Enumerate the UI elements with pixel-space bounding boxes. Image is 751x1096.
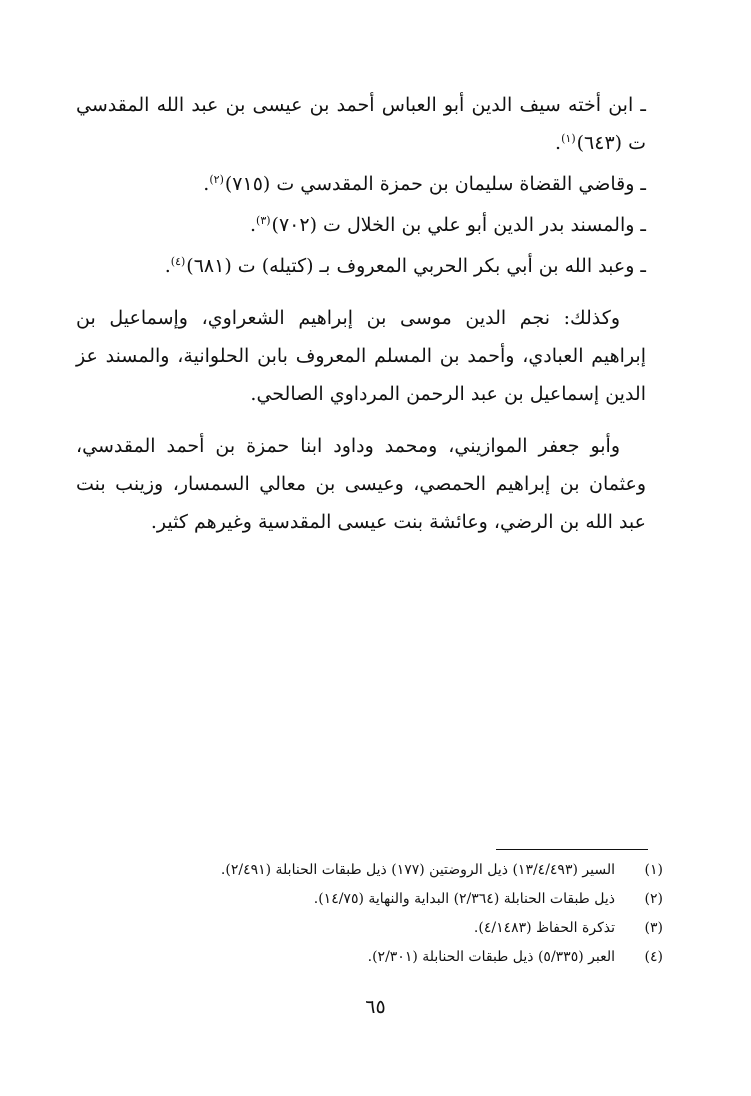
entry-4 (76, 247, 646, 285)
paragraph-2: وأبو جعفر الموازيني، ومحمد وداود ابنا حمزة بن أحمد المقدسي، وعثمان بن إبراهيم الحمصي، وعيسى بن معالي السمسار، وزينب بنت عبد الله بن الرضي، وعائشة بنت عيسى المقدسية وغيرهم كثير. (76, 435, 646, 533)
footnote-ref-4: (٤) (170, 254, 186, 268)
footnote-3 (83, 920, 663, 949)
footnotes (83, 862, 663, 978)
footnote-text: ذيل طبقات الحنابلة (٢/٣٦٤) البداية والنهاية (١٤/٧٥). (313, 891, 615, 907)
footnote-1 (83, 862, 663, 891)
entry-2-text: ـ وقاضي القضاة سليمان بن حمزة المقدسي ت (٧١٥) (224, 173, 646, 195)
paragraph-1: وكذلك: نجم الدين موسى بن إبراهيم الشعراوي، وإسماعيل بن إبراهيم العبادي، وأحمد بن المسلم المعروف بابن الحلوانية، والمسند عز الدين إسماعيل بن عبد الرحمن المرداوي الصالحي. (76, 307, 646, 405)
entry-3 (76, 206, 646, 244)
footnote-number: (٣) (644, 920, 663, 936)
main-text (76, 86, 646, 541)
footnote-text: العبر (٥/٣٣٥) ذيل طبقات الحنابلة (٢/٣٠١). (367, 949, 615, 965)
entry-2 (76, 165, 646, 203)
entry-2-tail: . (203, 173, 210, 195)
page-number: ٦٥ (365, 996, 386, 1018)
footnote-divider (496, 849, 648, 850)
footnote-ref-2: (٢) (209, 172, 224, 186)
footnote-number: (١) (644, 862, 663, 878)
footnote-2 (83, 891, 663, 920)
entry-4-tail: . (164, 255, 171, 277)
entry-1-text: ـ ابن أخته سيف الدين أبو العباس أحمد بن عيسى بن عبد الله المقدسي ت (٦٤٣) (76, 94, 646, 154)
entry-3-text: ـ والمسند بدر الدين أبو علي بن الخلال ت (٧٠٢) (271, 214, 646, 236)
entry-3-tail: . (249, 214, 257, 236)
entry-4-text: ـ وعبد الله بن أبي بكر الحربي المعروف بـ (كتيله) ت (٦٨١) (186, 255, 646, 277)
footnote-text: تذكرة الحفاظ (٤/١٤٨٣). (473, 920, 615, 936)
entry-1 (76, 86, 646, 162)
footnote-number: (٤) (644, 949, 663, 965)
footnote-ref-3: (٣) (256, 213, 271, 227)
entry-1-tail: . (555, 132, 562, 154)
footnote-number: (٢) (644, 891, 663, 907)
footnote-4 (83, 949, 663, 978)
footnote-text: السير (١٣/٤/٤٩٣) ذيل الروضتين (١٧٧) ذيل طبقات الحنابلة (٢/٤٩١). (220, 862, 615, 878)
footnote-ref-1: (١) (561, 131, 576, 145)
